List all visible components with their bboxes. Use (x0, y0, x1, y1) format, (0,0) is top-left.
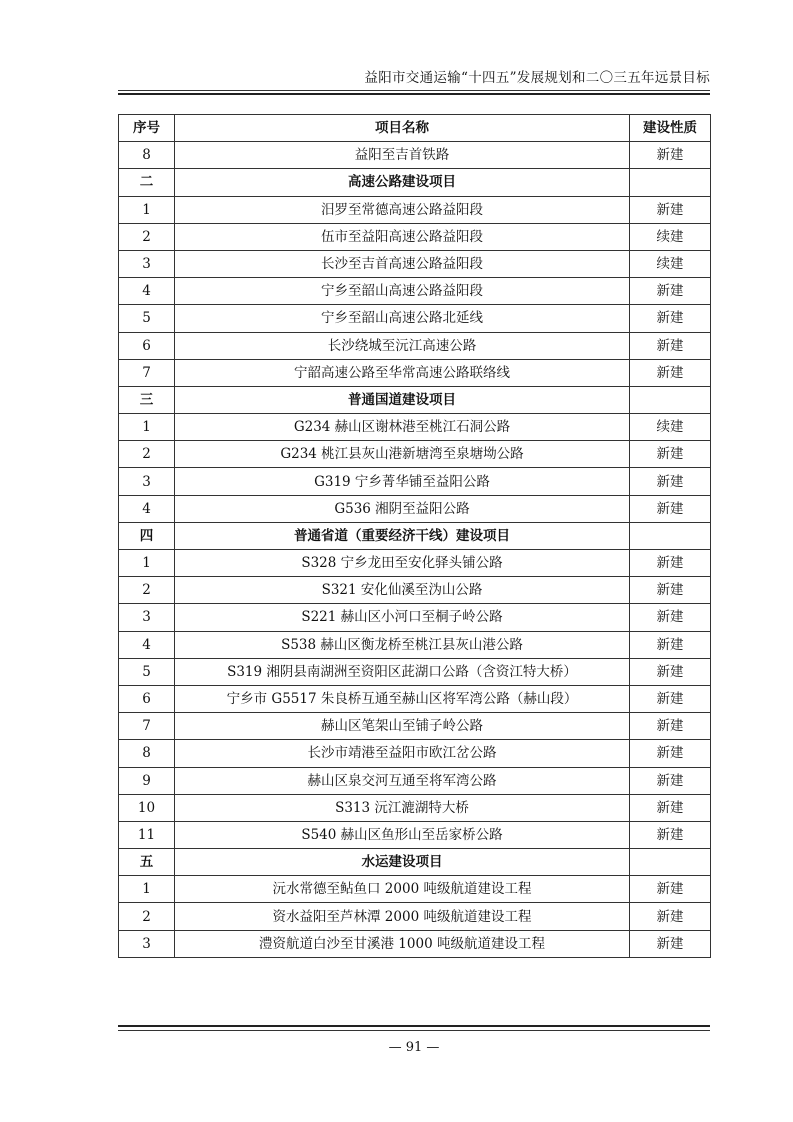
section-row (119, 522, 711, 549)
cell-name: 汨罗至常德高速公路益阳段 (175, 196, 630, 223)
cell-type: 新建 (630, 631, 711, 658)
table-header-row (119, 115, 711, 142)
section-row (119, 169, 711, 196)
cell-type: 新建 (630, 495, 711, 522)
cell-no: 2 (119, 903, 175, 930)
cell-type: 新建 (630, 930, 711, 957)
cell-no: 3 (119, 468, 175, 495)
cell-name: S321 安化仙溪至沩山公路 (175, 577, 630, 604)
column-header-name: 项目名称 (175, 115, 630, 142)
cell-no: 3 (119, 604, 175, 631)
cell-type: 新建 (630, 903, 711, 930)
section-row (119, 386, 711, 413)
cell-name: 沅水常德至鲇鱼口 2000 吨级航道建设工程 (175, 876, 630, 903)
cell-no: 4 (119, 278, 175, 305)
table-row (119, 713, 711, 740)
cell-no: 1 (119, 550, 175, 577)
cell-type: 新建 (630, 142, 711, 169)
cell-no: 11 (119, 821, 175, 848)
cell-no: 7 (119, 713, 175, 740)
table-row (119, 305, 711, 332)
table-row (119, 658, 711, 685)
cell-no: 4 (119, 495, 175, 522)
cell-name: 普通国道建设项目 (175, 386, 630, 413)
cell-type: 新建 (630, 577, 711, 604)
table-row (119, 794, 711, 821)
cell-no: 8 (119, 740, 175, 767)
cell-no: 8 (119, 142, 175, 169)
cell-name: 伍市至益阳高速公路益阳段 (175, 223, 630, 250)
cell-type: 续建 (630, 223, 711, 250)
cell-name: S221 赫山区小河口至桐子岭公路 (175, 604, 630, 631)
cell-no: 五 (119, 849, 175, 876)
footer-rule-thick (118, 1025, 710, 1027)
cell-type: 新建 (630, 821, 711, 848)
cell-name: 宁乡至韶山高速公路北延线 (175, 305, 630, 332)
cell-type: 新建 (630, 604, 711, 631)
cell-name: 长沙至吉首高速公路益阳段 (175, 250, 630, 277)
table-row (119, 495, 711, 522)
cell-name: 水运建设项目 (175, 849, 630, 876)
column-header-no: 序号 (119, 115, 175, 142)
table-row (119, 278, 711, 305)
page-number: — 91 — (388, 1040, 440, 1055)
cell-type: 续建 (630, 250, 711, 277)
cell-type: 新建 (630, 658, 711, 685)
cell-no: 1 (119, 876, 175, 903)
cell-name: 赫山区泉交河互通至将军湾公路 (175, 767, 630, 794)
cell-name: 资水益阳至芦林潭 2000 吨级航道建设工程 (175, 903, 630, 930)
cell-no: 6 (119, 332, 175, 359)
cell-type (630, 849, 711, 876)
cell-name: 高速公路建设项目 (175, 169, 630, 196)
cell-no: 四 (119, 522, 175, 549)
table-row (119, 550, 711, 577)
cell-no: 9 (119, 767, 175, 794)
cell-name: S328 宁乡龙田至安化驿头铺公路 (175, 550, 630, 577)
cell-no: 2 (119, 577, 175, 604)
cell-type: 新建 (630, 278, 711, 305)
cell-no: 4 (119, 631, 175, 658)
cell-type: 新建 (630, 794, 711, 821)
cell-name: G319 宁乡菁华铺至益阳公路 (175, 468, 630, 495)
table-row (119, 876, 711, 903)
cell-type: 新建 (630, 713, 711, 740)
cell-name: 宁乡至韶山高速公路益阳段 (175, 278, 630, 305)
cell-type: 新建 (630, 332, 711, 359)
cell-name: S313 沅江漉湖特大桥 (175, 794, 630, 821)
table-row (119, 414, 711, 441)
table-row (119, 767, 711, 794)
table-row (119, 250, 711, 277)
table-row (119, 359, 711, 386)
table-row (119, 631, 711, 658)
cell-type: 新建 (630, 441, 711, 468)
cell-name: 赫山区笔架山至铺子岭公路 (175, 713, 630, 740)
cell-name: 长沙市靖港至益阳市欧江岔公路 (175, 740, 630, 767)
cell-name: 澧资航道白沙至甘溪港 1000 吨级航道建设工程 (175, 930, 630, 957)
cell-name: G234 桃江县灰山港新塘湾至泉塘坳公路 (175, 441, 630, 468)
cell-name: S319 湘阴县南湖洲至资阳区茈湖口公路（含资江特大桥） (175, 658, 630, 685)
table-row (119, 930, 711, 957)
table-row (119, 740, 711, 767)
table-row (119, 441, 711, 468)
cell-name: 长沙绕城至沅江高速公路 (175, 332, 630, 359)
cell-no: 5 (119, 305, 175, 332)
cell-type: 新建 (630, 740, 711, 767)
column-header-type: 建设性质 (630, 115, 711, 142)
table-row (119, 577, 711, 604)
table-row (119, 142, 711, 169)
cell-type: 新建 (630, 359, 711, 386)
cell-name: 宁乡市 G5517 朱良桥互通至赫山区将军湾公路（赫山段） (175, 685, 630, 712)
cell-name: G536 湘阴至益阳公路 (175, 495, 630, 522)
cell-name: S538 赫山区衡龙桥至桃江县灰山港公路 (175, 631, 630, 658)
cell-no: 10 (119, 794, 175, 821)
table-row (119, 196, 711, 223)
cell-no: 3 (119, 250, 175, 277)
table-row (119, 685, 711, 712)
cell-no: 2 (119, 441, 175, 468)
table-row (119, 468, 711, 495)
header-rule-thick (118, 93, 710, 95)
cell-no: 1 (119, 414, 175, 441)
running-header: 益阳市交通运输“十四五”发展规划和二〇三五年远景目标 (364, 70, 710, 86)
cell-no: 3 (119, 930, 175, 957)
footer-rule-thin (118, 1030, 710, 1031)
table-row (119, 332, 711, 359)
cell-type: 新建 (630, 550, 711, 577)
cell-type (630, 386, 711, 413)
cell-no: 5 (119, 658, 175, 685)
cell-type (630, 522, 711, 549)
cell-no: 二 (119, 169, 175, 196)
section-row (119, 849, 711, 876)
table-row (119, 223, 711, 250)
cell-name: 益阳至吉首铁路 (175, 142, 630, 169)
header-rule-thin (118, 90, 710, 91)
cell-name: G234 赫山区谢林港至桃江石洞公路 (175, 414, 630, 441)
cell-type: 新建 (630, 685, 711, 712)
cell-no: 6 (119, 685, 175, 712)
cell-no: 2 (119, 223, 175, 250)
cell-name: S540 赫山区鱼形山至岳家桥公路 (175, 821, 630, 848)
cell-name: 普通省道（重要经济干线）建设项目 (175, 522, 630, 549)
table-row (119, 821, 711, 848)
cell-type: 新建 (630, 196, 711, 223)
cell-no: 三 (119, 386, 175, 413)
table-row (119, 903, 711, 930)
cell-type: 新建 (630, 468, 711, 495)
cell-no: 1 (119, 196, 175, 223)
cell-type: 新建 (630, 876, 711, 903)
table-row (119, 604, 711, 631)
cell-type: 新建 (630, 305, 711, 332)
project-table (118, 114, 711, 958)
cell-type: 新建 (630, 767, 711, 794)
cell-name: 宁韶高速公路至华常高速公路联络线 (175, 359, 630, 386)
cell-no: 7 (119, 359, 175, 386)
cell-type (630, 169, 711, 196)
cell-type: 续建 (630, 414, 711, 441)
